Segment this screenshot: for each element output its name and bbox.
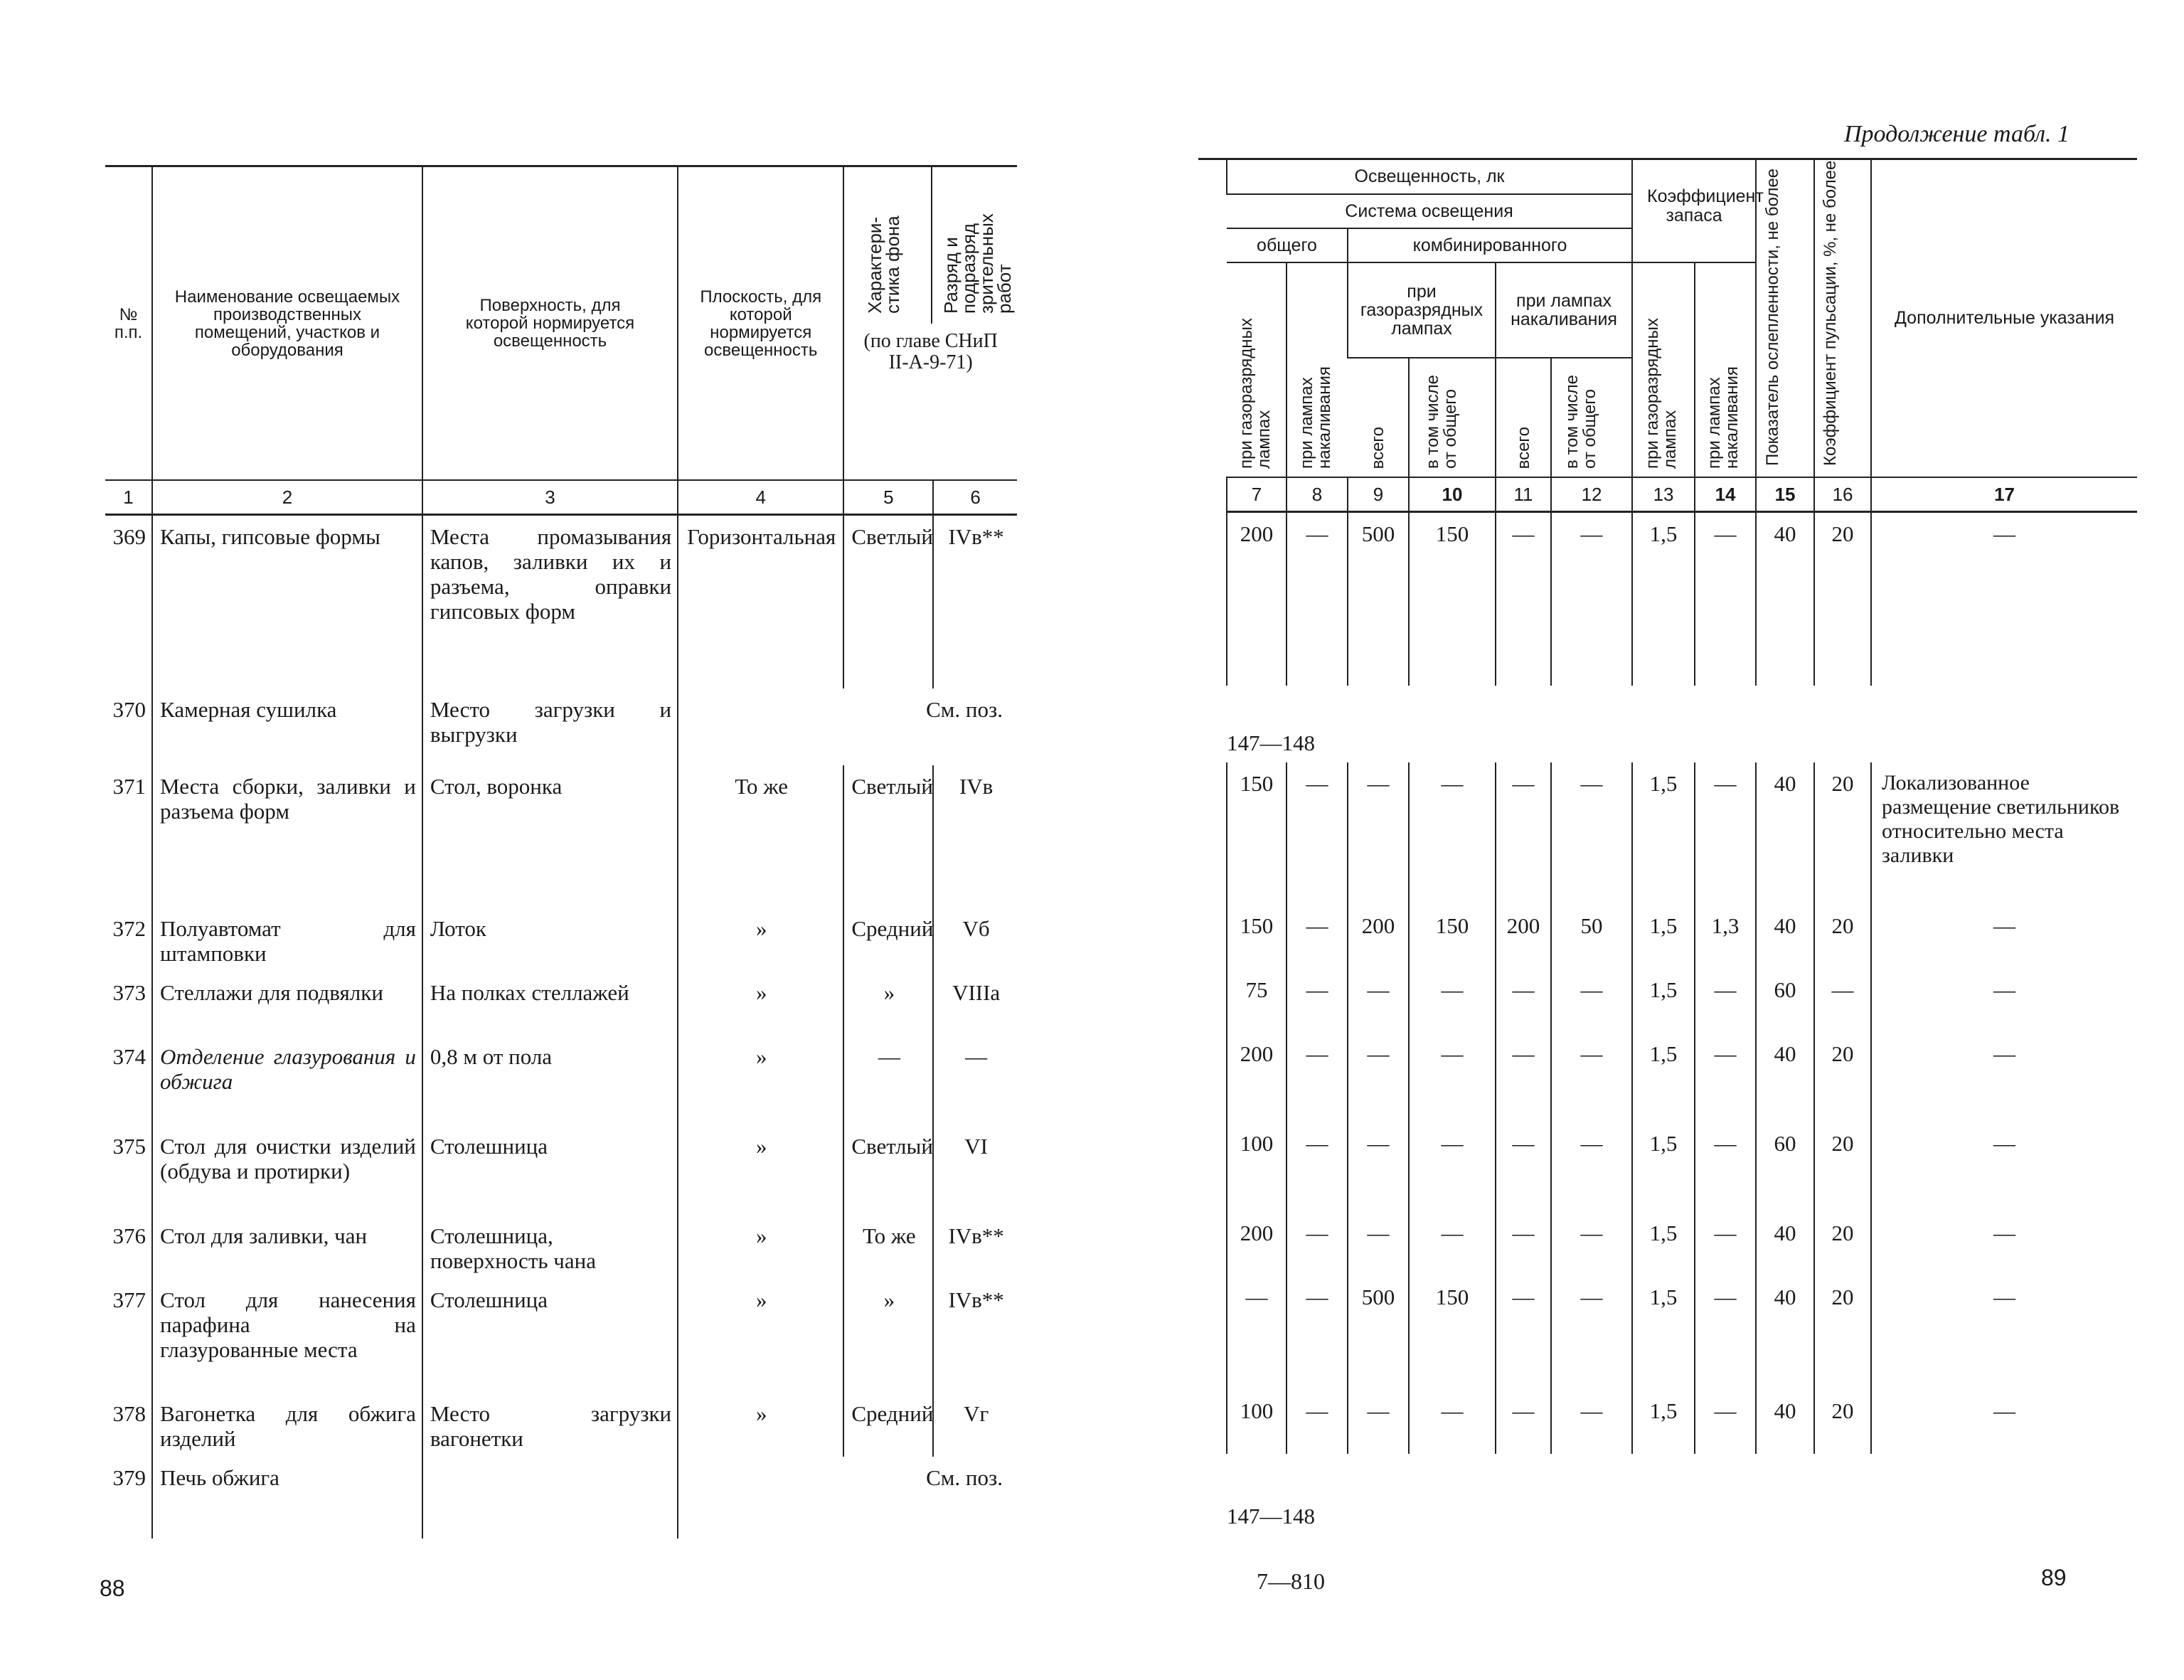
row-note: — bbox=[1871, 1390, 2137, 1454]
row-value: 150 bbox=[1409, 512, 1496, 686]
right-table bbox=[1198, 160, 2137, 1536]
row-value: 20 bbox=[1814, 1276, 1871, 1390]
row-surface: Лоток bbox=[422, 908, 678, 972]
row-value: — bbox=[1551, 762, 1632, 905]
row-background: Светлый bbox=[843, 765, 933, 908]
row-category: IVв** bbox=[933, 1279, 1017, 1393]
row-value: 1,5 bbox=[1632, 969, 1695, 1033]
row-value: 20 bbox=[1814, 1212, 1871, 1276]
row-plane: Горизонтальная bbox=[678, 515, 843, 689]
column-numbers bbox=[1198, 477, 2137, 512]
row-note: — bbox=[1871, 1033, 2137, 1122]
row-plane: » bbox=[678, 1393, 843, 1457]
row-value: — bbox=[1287, 512, 1348, 686]
table-row bbox=[1198, 1033, 2137, 1122]
table-row bbox=[1198, 1122, 2137, 1212]
row-value: 1,5 bbox=[1632, 1122, 1695, 1212]
header-13: при газоразрядных лампах bbox=[1632, 262, 1695, 477]
row-surface: 0,8 м от пола bbox=[422, 1036, 678, 1125]
row-spacer bbox=[1198, 1122, 1227, 1212]
row-value: — bbox=[1409, 1212, 1496, 1276]
row-value: — bbox=[1287, 1390, 1348, 1454]
row-value: 150 bbox=[1227, 905, 1287, 969]
row-plane: » bbox=[678, 1215, 843, 1279]
row-value: — bbox=[1348, 969, 1409, 1033]
row-number: 371 bbox=[112, 773, 147, 799]
row-value: 200 bbox=[1227, 512, 1287, 686]
row-name: Места сборки, заливки и разъема форм bbox=[152, 765, 422, 908]
row-value: — bbox=[1348, 762, 1409, 905]
row-value: — bbox=[1496, 1122, 1551, 1212]
row-value: 20 bbox=[1814, 1390, 1871, 1454]
row-value: — bbox=[1348, 1390, 1409, 1454]
header-bg-cat bbox=[843, 167, 1017, 480]
table-row bbox=[105, 689, 1017, 765]
row-surface: На полках стеллажей bbox=[422, 972, 678, 1036]
row-note: — bbox=[1871, 1122, 2137, 1212]
row-value: 20 bbox=[1814, 905, 1871, 969]
header-inc: при лампах накаливания bbox=[1496, 262, 1632, 358]
header-category: Разряд и подразряд зрительных работ bbox=[931, 167, 1012, 324]
table-row bbox=[105, 515, 1017, 689]
row-value: 200 bbox=[1496, 905, 1551, 969]
row-name: Печь обжига bbox=[152, 1457, 422, 1538]
header-gas: при газоразрядных лампах bbox=[1348, 262, 1496, 358]
row-name: Капы, гипсовые формы bbox=[152, 515, 422, 689]
col-num: 10 bbox=[1409, 477, 1496, 512]
table-row bbox=[1198, 1390, 2137, 1454]
row-number: 376 bbox=[112, 1223, 147, 1248]
col-num: 12 bbox=[1551, 477, 1632, 512]
row-value: 50 bbox=[1551, 905, 1632, 969]
row-value: — bbox=[1409, 1122, 1496, 1212]
right-table-body bbox=[1198, 512, 2137, 1536]
row-surface bbox=[422, 1457, 678, 1538]
row-category: VIIIа bbox=[933, 972, 1017, 1036]
col-num: 9 bbox=[1348, 477, 1409, 512]
col-num: 6 bbox=[933, 480, 1017, 515]
row-value: 1,5 bbox=[1632, 512, 1695, 686]
row-value: — bbox=[1409, 1390, 1496, 1454]
row-value: — bbox=[1287, 905, 1348, 969]
row-plane: » bbox=[678, 1125, 843, 1215]
row-surface: Стол, воронка bbox=[422, 765, 678, 908]
row-value: 100 bbox=[1227, 1122, 1287, 1212]
header-background: Характери- стика фона bbox=[864, 216, 904, 314]
header-system: Система освещения bbox=[1227, 194, 1632, 228]
row-spacer bbox=[1198, 1212, 1227, 1276]
table-row bbox=[1198, 512, 2137, 686]
row-category: IVв** bbox=[933, 515, 1017, 689]
row-note: Локализованное размещение светильников относительно места заливки bbox=[1871, 762, 2137, 905]
row-value: — bbox=[1695, 1122, 1756, 1212]
row-note: — bbox=[1871, 1212, 2137, 1276]
row-value: — bbox=[1287, 1276, 1348, 1390]
row-number: 372 bbox=[112, 915, 147, 941]
row-value: 20 bbox=[1814, 1122, 1871, 1212]
page-number: 88 bbox=[100, 1575, 125, 1601]
row-spacer bbox=[1198, 969, 1227, 1033]
row-surface: Столешница, поверхность чана bbox=[422, 1215, 678, 1279]
footer-code: 7—810 bbox=[1257, 1568, 1325, 1594]
row-value: — bbox=[1287, 1033, 1348, 1122]
row-value: — bbox=[1814, 969, 1871, 1033]
row-spacer bbox=[1198, 512, 1227, 686]
row-surface: Места промазывания капов, заливки их и разъема, оправки гипсовых форм bbox=[422, 515, 678, 689]
row-value: 150 bbox=[1409, 1276, 1496, 1390]
table-row bbox=[105, 908, 1017, 972]
row-value: — bbox=[1551, 1122, 1632, 1212]
header-name: Наименование освещаемых производственных помещений, участков и оборудования bbox=[152, 167, 422, 480]
table-row bbox=[1198, 905, 2137, 969]
row-value: 1,5 bbox=[1632, 1276, 1695, 1390]
col-num: 11 bbox=[1496, 477, 1551, 512]
header-12: в том числе от общего bbox=[1551, 358, 1632, 477]
row-reference: 147—148 bbox=[1227, 730, 1315, 755]
row-value: — bbox=[1496, 1212, 1551, 1276]
continuation-label: Продолжение табл. 1 bbox=[1844, 121, 2070, 147]
header-14: при лампах накаливания bbox=[1695, 262, 1756, 477]
col-num: 13 bbox=[1632, 477, 1695, 512]
row-value: 40 bbox=[1756, 1033, 1814, 1122]
header-snip: (по главе СНиП II-А-9-71) bbox=[863, 330, 998, 373]
row-value: 1,5 bbox=[1632, 762, 1695, 905]
row-category: Vб bbox=[933, 908, 1017, 972]
col-num: 15 bbox=[1756, 477, 1814, 512]
row-name: Полуавтомат для штамповки bbox=[152, 908, 422, 972]
row-number: 370 bbox=[112, 696, 147, 722]
row-value: — bbox=[1551, 1212, 1632, 1276]
row-number: 374 bbox=[112, 1043, 147, 1069]
row-background: » bbox=[843, 1279, 933, 1393]
row-name: Стеллажи для подвялки bbox=[152, 972, 422, 1036]
row-plane: То же bbox=[678, 765, 843, 908]
row-background: Светлый bbox=[843, 515, 933, 689]
row-value: — bbox=[1551, 1390, 1632, 1454]
row-value: — bbox=[1496, 1276, 1551, 1390]
row-value: — bbox=[1496, 969, 1551, 1033]
col-num: 14 bbox=[1695, 477, 1756, 512]
row-value: 1,5 bbox=[1632, 1390, 1695, 1454]
row-note: — bbox=[1871, 512, 2137, 686]
row-reference: См. поз. bbox=[678, 1457, 1017, 1538]
row-surface: Столешница bbox=[422, 1125, 678, 1215]
row-value: 20 bbox=[1814, 1033, 1871, 1122]
column-numbers bbox=[105, 480, 1017, 515]
row-value: 40 bbox=[1756, 1390, 1814, 1454]
row-value: — bbox=[1695, 1212, 1756, 1276]
row-value: — bbox=[1551, 1033, 1632, 1122]
row-value: — bbox=[1695, 1390, 1756, 1454]
row-category: IVв bbox=[933, 765, 1017, 908]
row-name: Стол для заливки, чан bbox=[152, 1215, 422, 1279]
row-name: Камерная сушилка bbox=[152, 689, 422, 765]
row-value: — bbox=[1695, 969, 1756, 1033]
row-number: 377 bbox=[112, 1287, 147, 1312]
row-background: То же bbox=[843, 1215, 933, 1279]
col-num: 5 bbox=[843, 480, 933, 515]
row-spacer bbox=[1198, 686, 1227, 762]
row-number: 373 bbox=[112, 979, 147, 1005]
left-table bbox=[105, 167, 1017, 1538]
table-row bbox=[1198, 1276, 2137, 1390]
row-value: — bbox=[1695, 1033, 1756, 1122]
table-row bbox=[105, 1215, 1017, 1279]
row-background: Светлый bbox=[843, 1125, 933, 1215]
row-value: 150 bbox=[1409, 905, 1496, 969]
row-value: 75 bbox=[1227, 969, 1287, 1033]
row-spacer bbox=[1198, 905, 1227, 969]
table-row bbox=[1198, 969, 2137, 1033]
table-row bbox=[105, 1036, 1017, 1125]
row-value: — bbox=[1287, 762, 1348, 905]
row-value: 40 bbox=[1756, 905, 1814, 969]
header-general: общего bbox=[1227, 228, 1348, 262]
header-15: Показатель ослепленности, не более bbox=[1756, 160, 1814, 477]
row-value: 200 bbox=[1227, 1033, 1287, 1122]
row-value: — bbox=[1287, 1122, 1348, 1212]
header-7: при газоразрядных лампах bbox=[1227, 262, 1287, 477]
col-num: 3 bbox=[422, 480, 678, 515]
header-illum: Освещенность, лк bbox=[1227, 160, 1632, 194]
row-value: — bbox=[1409, 969, 1496, 1033]
row-value: — bbox=[1551, 512, 1632, 686]
row-value: — bbox=[1348, 1122, 1409, 1212]
row-value: — bbox=[1551, 969, 1632, 1033]
row-value: 20 bbox=[1814, 512, 1871, 686]
row-surface: Столешница bbox=[422, 1279, 678, 1393]
row-value: — bbox=[1551, 1276, 1632, 1390]
col-num: 2 bbox=[152, 480, 422, 515]
header-16: Коэффициент пульсации, %, не более bbox=[1814, 160, 1871, 477]
table-row bbox=[105, 765, 1017, 908]
row-value: 1,3 bbox=[1695, 905, 1756, 969]
row-note: — bbox=[1871, 1276, 2137, 1390]
row-number: 375 bbox=[112, 1133, 147, 1159]
row-surface: Место загрузки вагонетки bbox=[422, 1393, 678, 1457]
row-value: 40 bbox=[1756, 512, 1814, 686]
header-num: № п.п. bbox=[105, 167, 152, 480]
table-row bbox=[105, 972, 1017, 1036]
row-name: Вагонетка для обжига изделий bbox=[152, 1393, 422, 1457]
right-page bbox=[1092, 0, 2184, 1680]
row-value: — bbox=[1348, 1212, 1409, 1276]
row-value: 20 bbox=[1814, 762, 1871, 905]
col-num: 16 bbox=[1814, 477, 1871, 512]
row-value: — bbox=[1695, 512, 1756, 686]
row-category: IVв** bbox=[933, 1215, 1017, 1279]
row-plane: » bbox=[678, 972, 843, 1036]
header-plane: Плоскость, для которой нормируется освещенность bbox=[678, 167, 843, 480]
row-category: VI bbox=[933, 1125, 1017, 1215]
row-value: 500 bbox=[1348, 512, 1409, 686]
table-row bbox=[1198, 762, 2137, 905]
row-value: 200 bbox=[1348, 905, 1409, 969]
col-num: 7 bbox=[1227, 477, 1287, 512]
row-name: Стол для очистки изделий (обдува и протирки) bbox=[152, 1125, 422, 1215]
row-value: 1,5 bbox=[1632, 1033, 1695, 1122]
row-category: — bbox=[933, 1036, 1017, 1125]
row-reference: 147—148 bbox=[1227, 1503, 1315, 1529]
row-background: » bbox=[843, 972, 933, 1036]
table-row bbox=[105, 1279, 1017, 1393]
table-row bbox=[1198, 1212, 2137, 1276]
row-spacer bbox=[1198, 762, 1227, 905]
header-reserve: Коэффициент запаса bbox=[1632, 160, 1756, 262]
row-value: 1,5 bbox=[1632, 1212, 1695, 1276]
row-spacer bbox=[1198, 1390, 1227, 1454]
row-plane: » bbox=[678, 1036, 843, 1125]
col-num: 1 bbox=[105, 480, 152, 515]
row-category: Vг bbox=[933, 1393, 1017, 1457]
row-value: 200 bbox=[1227, 1212, 1287, 1276]
header-8: при лампах накаливания bbox=[1287, 262, 1348, 477]
row-spacer bbox=[1198, 1276, 1227, 1390]
row-name: Стол для нанесения парафина на глазурованные места bbox=[152, 1279, 422, 1393]
table-row bbox=[105, 1125, 1017, 1215]
row-value: — bbox=[1227, 1276, 1287, 1390]
left-table-body bbox=[105, 515, 1017, 1538]
row-value: — bbox=[1695, 1276, 1756, 1390]
row-value: — bbox=[1287, 1212, 1348, 1276]
row-value: — bbox=[1409, 1033, 1496, 1122]
col-num: 17 bbox=[1871, 477, 2137, 512]
row-value: — bbox=[1496, 762, 1551, 905]
row-value: — bbox=[1496, 512, 1551, 686]
row-value: — bbox=[1496, 1033, 1551, 1122]
row-value: 60 bbox=[1756, 1122, 1814, 1212]
col-num: 8 bbox=[1287, 477, 1348, 512]
row-number: 379 bbox=[112, 1464, 147, 1490]
header-17: Дополнительные указания bbox=[1871, 160, 2137, 477]
row-value: 40 bbox=[1756, 762, 1814, 905]
row-number: 378 bbox=[112, 1400, 147, 1426]
col-num: 4 bbox=[678, 480, 843, 515]
row-value: 1,5 bbox=[1632, 905, 1695, 969]
row-value: 40 bbox=[1756, 1212, 1814, 1276]
row-value: 500 bbox=[1348, 1276, 1409, 1390]
row-background: Средний bbox=[843, 908, 933, 972]
row-surface: Место загрузки и выгрузки bbox=[422, 689, 678, 765]
row-reference: См. поз. bbox=[678, 689, 1017, 765]
row-note: — bbox=[1871, 969, 2137, 1033]
row-value: — bbox=[1496, 1390, 1551, 1454]
header-9: всего bbox=[1348, 358, 1409, 477]
row-name: Отделение глазурования и обжига bbox=[152, 1036, 422, 1125]
row-value: — bbox=[1348, 1033, 1409, 1122]
row-value: — bbox=[1287, 969, 1348, 1033]
header-combined: комбинированного bbox=[1348, 228, 1632, 262]
table-row bbox=[1198, 1454, 2137, 1536]
header-11: всего bbox=[1496, 358, 1551, 477]
row-spacer bbox=[1198, 1033, 1227, 1122]
header-surface: Поверхность, для которой нормируется освещенность bbox=[422, 167, 678, 480]
row-value: — bbox=[1695, 762, 1756, 905]
page-number: 89 bbox=[2041, 1565, 2067, 1590]
table-row bbox=[105, 1457, 1017, 1538]
row-background: Средний bbox=[843, 1393, 933, 1457]
row-plane: » bbox=[678, 1279, 843, 1393]
row-value: 60 bbox=[1756, 969, 1814, 1033]
row-value: 40 bbox=[1756, 1276, 1814, 1390]
row-plane: » bbox=[678, 908, 843, 972]
table-row bbox=[105, 1393, 1017, 1457]
row-value: — bbox=[1409, 762, 1496, 905]
row-number: 369 bbox=[112, 524, 147, 549]
row-value: 100 bbox=[1227, 1390, 1287, 1454]
row-spacer bbox=[1198, 1454, 1227, 1536]
row-note: — bbox=[1871, 905, 2137, 969]
table-row bbox=[1198, 686, 2137, 762]
row-value: 150 bbox=[1227, 762, 1287, 905]
row-background: — bbox=[843, 1036, 933, 1125]
header-10: в том числе от общего bbox=[1409, 358, 1496, 477]
